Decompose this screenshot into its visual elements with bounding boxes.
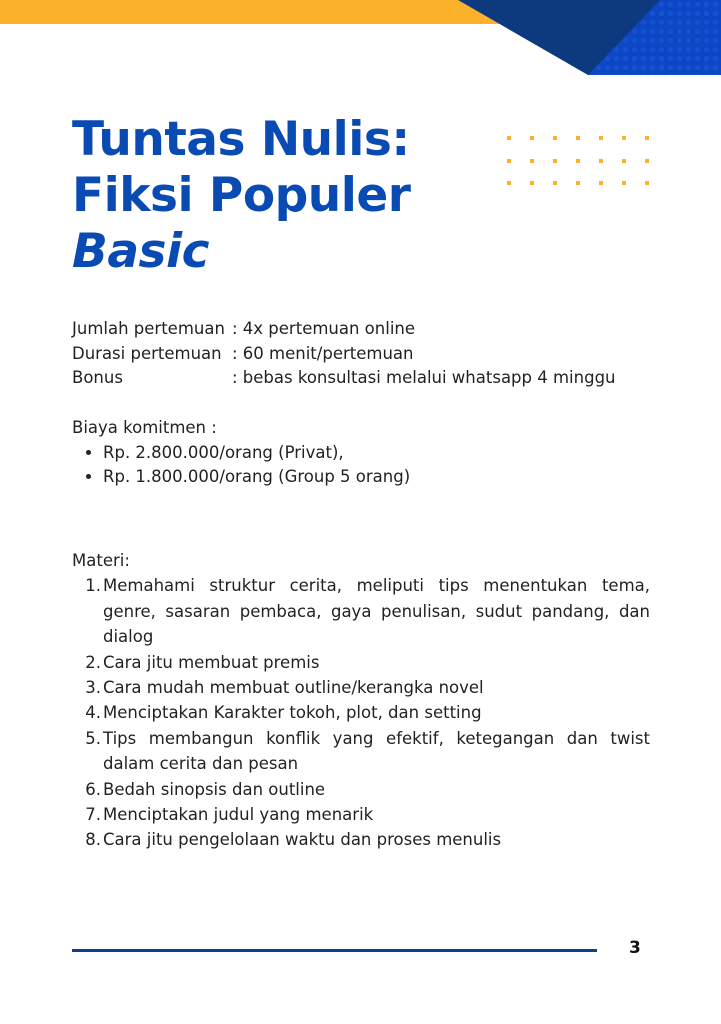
materials-item: [72, 802, 650, 827]
item-text: Menciptakan Karakter tokoh, plot, dan setting: [103, 703, 482, 723]
materials-item: [72, 726, 650, 777]
info-row: [72, 366, 616, 391]
info-row: [72, 342, 616, 367]
fee-section: [72, 416, 410, 490]
materials-item: [72, 700, 650, 725]
item-number: 2.: [85, 652, 101, 672]
fee-list: [72, 441, 410, 490]
materials-section: [72, 548, 650, 853]
materials-item: [72, 675, 650, 700]
page-title: [72, 112, 410, 280]
fee-item: • Rp. 2.800.000/orang (Privat),: [103, 441, 410, 466]
item-number: 4.: [85, 703, 101, 723]
fee-item: • Rp. 1.800.000/orang (Group 5 orang): [103, 465, 410, 490]
item-text: Memahami struktur cerita, meliputi tips menentukan tema, genre, sasaran pembaca, gaya penulisan, sudut pandang, dan dialog: [103, 576, 650, 647]
info-value: : 60 menit/pertemuan: [232, 343, 414, 363]
item-number: 6.: [85, 779, 101, 799]
materials-heading: Materi:: [72, 551, 130, 570]
fee-heading: Biaya komitmen :: [72, 418, 217, 437]
info-value: : 4x pertemuan online: [232, 319, 416, 338]
materials-item: [72, 777, 650, 802]
item-number: 8.: [85, 830, 101, 850]
item-number: 5.: [85, 728, 101, 748]
item-text: Cara mudah membuat outline/kerangka novel: [103, 678, 484, 698]
item-text: Bedah sinopsis dan outline: [103, 779, 326, 799]
header-decoration: [0, 0, 721, 75]
page-number: 3: [629, 938, 641, 958]
item-text: Cara jitu pengelolaan waktu dan proses menulis: [103, 830, 502, 850]
materials-item: [72, 573, 650, 649]
item-text: Cara jitu membuat premis: [103, 652, 320, 672]
info-value: : bebas konsultasi melalui whatsapp 4 minggu: [232, 368, 616, 387]
title-line-3: Basic: [72, 224, 209, 279]
materials-item: [72, 650, 650, 675]
dot-grid-decoration: [505, 132, 655, 192]
item-number: 3.: [85, 678, 101, 698]
item-text: Menciptakan judul yang menarik: [103, 805, 374, 825]
materials-list: [72, 573, 650, 852]
footer-divider: [72, 949, 597, 952]
info-row: [72, 317, 616, 342]
course-info: [72, 317, 616, 391]
item-number: 1.: [85, 576, 101, 596]
item-text: Tips membangun konflik yang efektif, ketegangan dan twist dalam cerita dan pesan: [103, 728, 650, 774]
info-label: Bonus: [72, 368, 123, 387]
title-line-2: Fiksi Populer: [72, 168, 411, 223]
materials-item: [72, 827, 650, 852]
info-label: Jumlah pertemuan: [72, 319, 225, 338]
info-label: Durasi pertemuan: [72, 343, 222, 363]
item-number: 7.: [85, 805, 101, 825]
title-line-1: Tuntas Nulis:: [72, 112, 410, 167]
